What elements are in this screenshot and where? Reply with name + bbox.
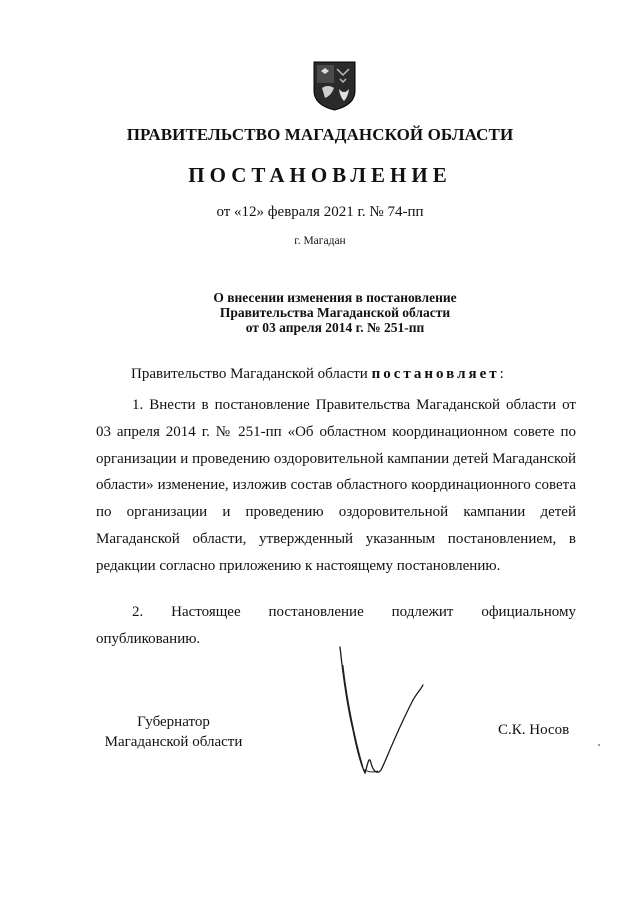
scan-speck [598, 744, 600, 746]
lead-verb: постановляет [371, 366, 500, 382]
document-date: от «12» февраля 2021 г. № 74-пп [216, 204, 424, 220]
document-type: ПОСТАНОВЛЕНИЕ [188, 163, 452, 187]
paragraph-2: 2. Настоящее постановление подлежит официальному опубликованию. [96, 604, 576, 647]
document-city: г. Магадан [294, 235, 346, 247]
lead-sentence [131, 366, 561, 383]
coat-of-arms-emblem [313, 61, 356, 111]
subject-line-2: Правительства Магаданской области [219, 305, 451, 320]
handwritten-signature [335, 645, 435, 780]
paragraph-1: 1. Внести в постановление Правительства Магаданской области от 03 апреля 2014 г. № 251-пп «Об областном координационном совете по организации и проведению оздоровительной кампании детей Магаданской области» изменение, изложив состав областного координационного совета по организации и проведению оздоровительной кампании детей Магаданской области, утвержденный указанным постановлением, в редакции согласно приложению к настоящему постановлению. [96, 397, 576, 574]
lead-start: Правительство Магаданской области [131, 366, 368, 382]
subject-line-1: О внесении изменения в постановление [213, 290, 457, 305]
signatory-position [96, 712, 251, 752]
government-title: ПРАВИТЕЛЬСТВО МАГАДАНСКОЙ ОБЛАСТИ [126, 125, 514, 144]
position-line-2: Магаданской области [104, 734, 243, 750]
position-line-1: Губернатор [137, 714, 210, 730]
document-subject [160, 290, 510, 335]
signatory-name: С.К. Носов [498, 722, 570, 738]
subject-line-3: от 03 апреля 2014 г. № 251-пп [245, 320, 425, 335]
lead-end: : [499, 366, 504, 382]
